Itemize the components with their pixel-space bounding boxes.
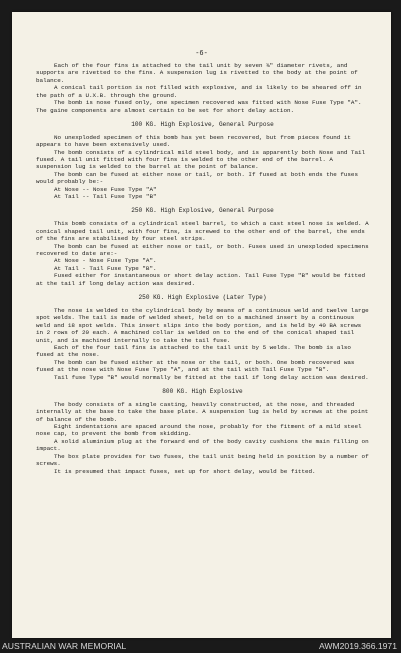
paragraph: No unexploded specimen of this bomb has yet been recovered, but from pieces found it appears to have been extensively used.	[36, 133, 351, 149]
paragraph: A solid aluminium plug at the forward end of the body cavity cushions the main filling on impact.	[36, 437, 369, 453]
archive-footer	[0, 641, 401, 653]
paragraph: The bomb is nose fused only, one specimen recovered was fitted with Nose Fuse Type "A". The gaine components are almost certain to be set for short delay action.	[36, 99, 362, 114]
section-heading: 250 KG. High Explosive (Later Type)	[138, 293, 267, 301]
section-heading: 250 KG. High Explosive, General Purpose	[131, 207, 274, 215]
fuse-list-item: At Nose -- Nose Fuse Type "A"	[54, 185, 157, 193]
document-body	[36, 62, 369, 475]
paragraph: Eight indentations are spaced around the nose, probably for the fitment of a mild steel nose cap, to prevent the bomb from skidding.	[36, 423, 362, 438]
paragraph: The body consists of a single casting, heavily constructed, at the nose, and threaded internally at the base to take the base plate. A suspension lug is held by screws at the point of balance of the bomb.	[36, 400, 369, 423]
paragraph: Each of the four fins is attached to the tail unit by seven ⅜" diameter rivets, and supports are rivetted to the fins. A suspension lug is rivetted to the body at the point of balance.	[36, 62, 358, 84]
fuse-list-item: At Nose - Nose Fuse Type "A".	[54, 257, 157, 265]
paragraph: The bomb consists of a cylindrical mild steel body, and is apparently both Nose and Tail fused. A tail unit fitted with four fins is welded to the other end of the barrel. A suspension lug is welded to the barrel at the point of balance.	[36, 148, 366, 171]
page-number: -6-	[195, 50, 208, 58]
section-heading: 100 KG. High Explosive, General Purpose	[131, 120, 274, 128]
paragraph: Each of the four tail fins is attached to the tail unit by 5 welds. The bomb is also fused at the nose.	[36, 343, 351, 359]
section-heading: 800 KG. High Explosive	[162, 387, 243, 395]
footer-accession-number: AWM2019.366.1971	[318, 641, 397, 651]
paragraph: This bomb consists of a cylindrical steel barrel, to which a cast steel nose is welded. A conical shaped tail unit, with four fins, is screwed to the other end of the barrel, the ends of the fins are stabilised by four steel strips.	[36, 220, 369, 243]
footer-institution: AUSTRALIAN WAR MEMORIAL	[2, 641, 127, 651]
paragraph: Tail fuse Type "B" would normally be fitted at the tail if long delay action was desired.	[54, 373, 369, 381]
paragraph: The bomb can be fused at either nose or tail, or both. Fuses used in unexploded specimens recovered to date are:-	[36, 242, 369, 257]
paragraph: The box plate provides for two fuses, the tail unit being held in position by a number of screws.	[36, 452, 369, 468]
document-page	[12, 12, 391, 638]
paragraph: The bomb can be fused at either nose or tail, or both. If fused at both ends the fuses would probably be:-	[36, 170, 359, 186]
paragraph: It is presumed that impact fuses, set up for short delay, would be fitted.	[54, 467, 316, 475]
fuse-list-item: At Tail -- Tail Fuse Type "B"	[54, 193, 157, 201]
paragraph: Fused either for instantaneous or short delay action. Tail Fuse Type "B" would be fitted at the tail if long delay action was desired.	[36, 272, 366, 287]
paragraph: The bomb can be fused either at the nose or the tail, or both. One bomb recovered was fused at the nose with Nose Fuse Type "A", and at the tail with Tail Fuse Type "B".	[36, 358, 355, 374]
fuse-list-item: At Tail - Tail Fuse Type "B".	[54, 264, 157, 272]
paragraph: The nose is welded to the cylindrical body by means of a continuous weld and twelve large spot welds. The tail is made of welded sheet, held on to a machined insert by a continuous weld and 18 spot welds. This insert slips into the body portion, and is held by 40 BA screws in 2 rows of 20 each. A machined collar is welded on to the end of the conical shaped tail unit, and is machined internally to take the tail fuse.	[36, 306, 369, 344]
paragraph: A conical tail portion is not filled with explosive, and is likely to be sheared off in the path of a U.X.B. through the ground.	[36, 84, 362, 99]
